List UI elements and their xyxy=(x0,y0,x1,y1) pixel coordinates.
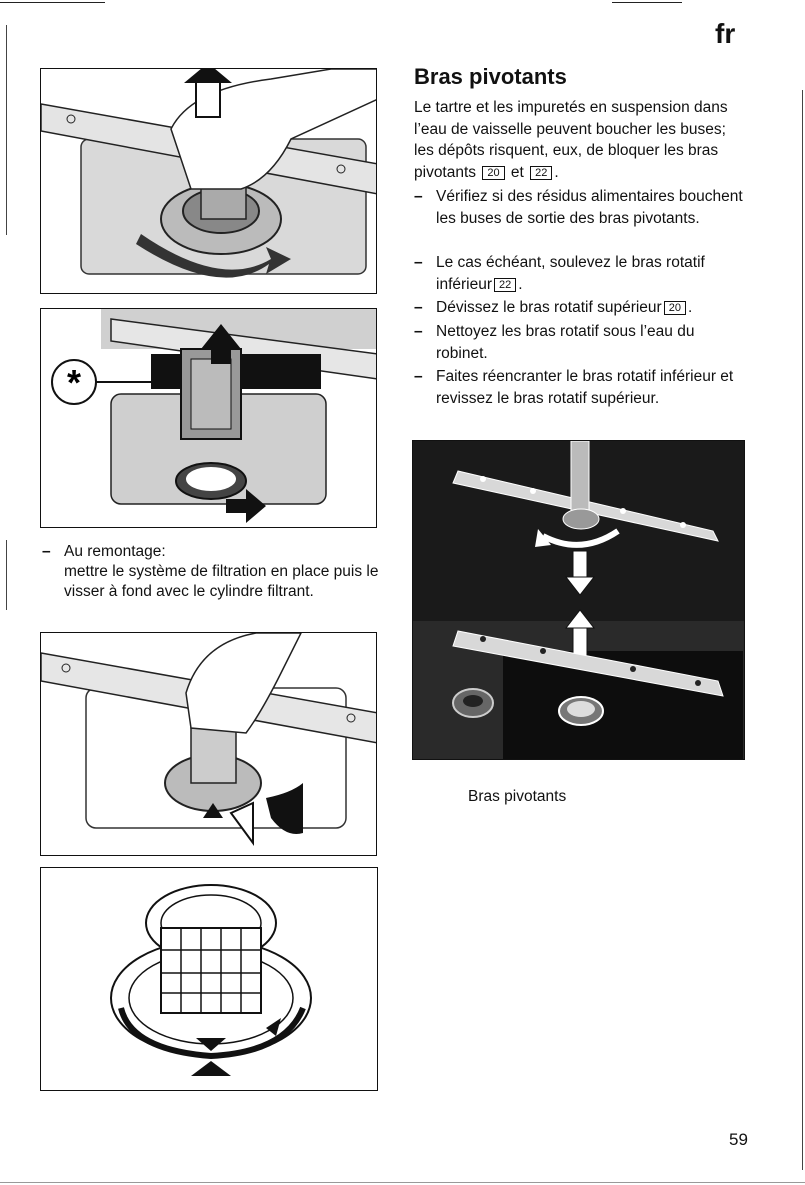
page-number: 59 xyxy=(729,1130,748,1149)
intro-and: et xyxy=(510,163,524,181)
figure-spray-arms xyxy=(412,440,745,760)
section-title: Bras pivotants xyxy=(414,64,567,89)
top-rule-left xyxy=(0,2,105,3)
bullet-text: Dévissez le bras rotatif supérieur 20 . xyxy=(436,299,693,316)
intro-period: . xyxy=(554,163,559,181)
right-edge-line xyxy=(802,90,803,1170)
intro-paragraph xyxy=(414,97,744,183)
figure-filter-cylinder xyxy=(40,867,378,1091)
asterisk-label: * xyxy=(66,362,82,403)
figure-filter-system xyxy=(40,308,377,528)
bullet-3 xyxy=(414,297,749,319)
ref-22: 22 xyxy=(494,278,516,292)
bullet-5 xyxy=(414,366,749,409)
figure-filter-removal xyxy=(40,68,377,294)
ref-20: 20 xyxy=(664,301,686,315)
bullet-text: Le cas échéant, soulevez le bras rotatif inférieur 22 . xyxy=(436,254,705,293)
bullet-dash: – xyxy=(414,368,423,385)
bullet-dash: – xyxy=(414,188,423,205)
bullet-2 xyxy=(414,252,749,295)
top-rule-right xyxy=(612,2,682,3)
figure-caption: Bras pivotants xyxy=(468,788,567,805)
left-edge-line xyxy=(6,25,7,235)
ref-22: 22 xyxy=(530,166,552,180)
ref-20: 20 xyxy=(482,166,504,180)
note-line-2: mettre le système de filtration en place puis le visser à fond avec le cylindre filtrant. xyxy=(64,563,379,600)
bullet-dash: – xyxy=(414,299,423,316)
left-edge-line-2 xyxy=(6,540,7,610)
bullet-dash: – xyxy=(414,323,423,340)
bullet-4 xyxy=(414,321,749,364)
bullet-text: Nettoyez les bras rotatif sous l’eau du robinet. xyxy=(436,323,695,362)
language-tag: fr xyxy=(715,18,736,49)
note-line-1: Au remontage: xyxy=(64,543,166,560)
reassembly-note xyxy=(42,542,382,602)
bullet-text: Faites réencranter le bras rotatif inférieur et revissez le bras rotatif supérieur. xyxy=(436,368,734,407)
bullet-1 xyxy=(414,186,749,229)
intro-text: Le tartre et les impuretés en suspension dans l’eau de vaisselle peuvent boucher les buses; les dépôts risquent, eux, de bloquer les bras pivotants xyxy=(414,99,728,181)
bullet-dash: – xyxy=(414,254,423,271)
note-dash: – xyxy=(42,543,51,560)
figure-filter-reinstall xyxy=(40,632,377,856)
bottom-rule xyxy=(0,1182,805,1183)
bullet-text: Vérifiez si des résidus alimentaires bouchent les buses de sortie des bras pivotants. xyxy=(436,188,743,227)
